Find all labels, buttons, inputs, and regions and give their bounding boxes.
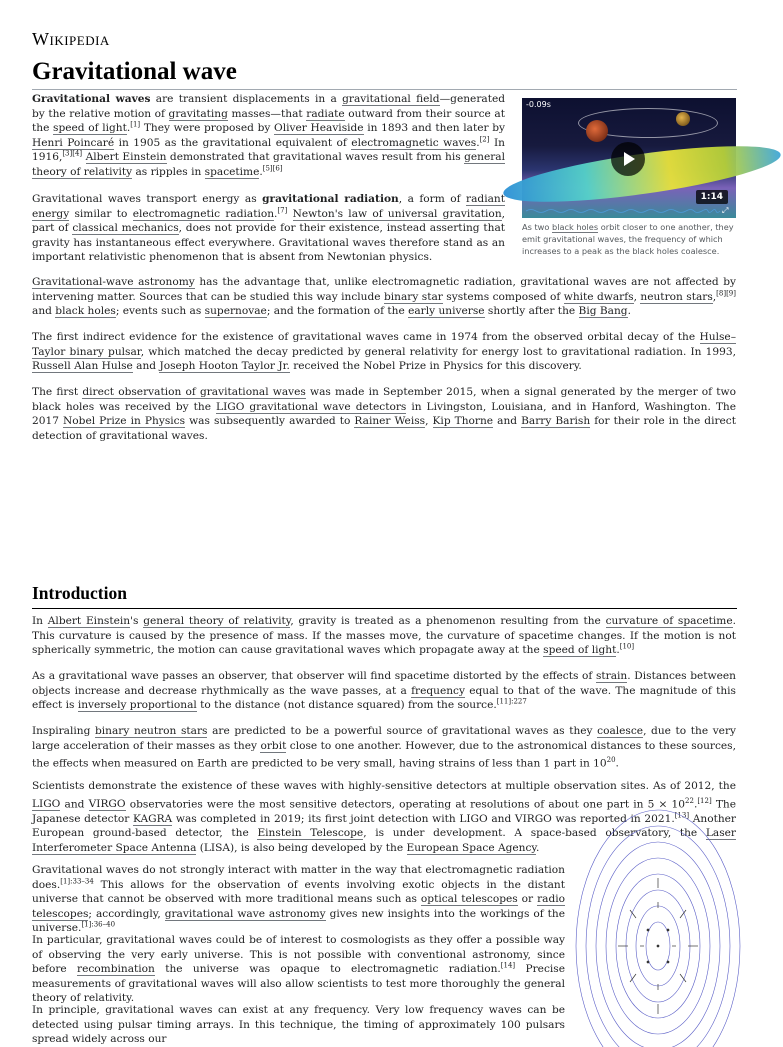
text: , does not provide for their existence, instead asserting that gravity has instantaneous effect everywhere. Gravitational waves therefore stand as an important relativistic phenomenon that is absent from Newtonian physics. (32, 222, 506, 264)
text: In (32, 615, 48, 627)
link-supernovae[interactable]: supernovae (204, 305, 267, 318)
link-newtons-law[interactable]: Newton's law of universal gravitation (292, 207, 502, 220)
link-barry-barish[interactable]: Barry Barish (521, 415, 591, 428)
text: and (493, 415, 522, 428)
text: Inspiraling (32, 725, 95, 737)
link-recombination[interactable]: recombination (77, 963, 155, 976)
link-albert-einstein[interactable]: Albert Einstein (85, 151, 167, 164)
text: equal to that of the wave. The magnitude of this effect is (32, 684, 736, 712)
text: Gravitational waves transport energy as (32, 193, 263, 205)
wordmark-text: Wikipedia (32, 29, 110, 49)
text: Precise measurements of gravitational waves will also allow scientists to test more thoroughly the general theory of relativity. (32, 963, 565, 1005)
link-gravitational-field[interactable]: gravitational field (342, 93, 440, 105)
video-timestamp: -0.09s (526, 100, 551, 109)
intro-paragraph-3 (32, 724, 736, 771)
link-albert-einstein[interactable]: Albert Einstein (47, 615, 131, 627)
link-oliver-heaviside[interactable]: Oliver Heaviside (274, 122, 364, 135)
text: As a gravitational wave passes an observer, that observer will find spacetime distorted by the effects of (32, 670, 596, 682)
link-speed-of-light[interactable]: speed of light (543, 644, 617, 657)
link-nobel-prize-physics[interactable]: Nobel Prize in Physics (63, 415, 186, 428)
link-curvature-of-spacetime[interactable]: curvature of spacetime (605, 615, 733, 627)
text: Gravitational waves do not strongly interact with matter in the way that electromagnetic radiation does. (32, 864, 565, 891)
text: . This curvature is caused by the presence of mass. If the masses move, the curvature of spacetime changes. If the motion is not spherically symmetric, the motion can cause gravitational waves which propagate away at the (32, 615, 736, 657)
link-lisa[interactable]: Laser Interferometer Space Antenna (32, 827, 736, 854)
link-speed-of-light[interactable]: speed of light (53, 122, 127, 135)
link-einstein-telescope[interactable]: Einstein Telescope (257, 827, 364, 840)
section-heading-introduction: Introduction (32, 583, 737, 609)
waveform-icon (526, 206, 726, 216)
intro-paragraph-7 (32, 1003, 565, 1047)
text: as ripples in (132, 165, 205, 178)
text: . (259, 165, 263, 178)
text: observatories were the most sensitive detectors, operating at resolutions of about one part in 5 × 10 (125, 798, 686, 811)
text: shortly after the (484, 305, 579, 318)
text: , due to the very large acceleration of their masses as they (32, 725, 736, 752)
text: was made in September 2015, when a signal generated by the merger of two black holes was received by the (32, 386, 736, 413)
link-henri-poincare[interactable]: Henri Poincaré (32, 136, 115, 149)
citation[interactable]: [12] (697, 796, 712, 805)
black-hole-icon (586, 120, 608, 142)
citation[interactable]: [1]:33–34 (60, 877, 94, 886)
link-ligo[interactable]: LIGO (32, 798, 61, 811)
text: (LISA), is also being developed by the (196, 841, 407, 854)
polarization-figure[interactable] (578, 868, 738, 1024)
link-big-bang[interactable]: Big Bang (578, 305, 628, 318)
text: . (693, 798, 698, 811)
text: , (425, 415, 433, 428)
link-neutron-stars[interactable]: neutron stars (640, 290, 713, 303)
link-esa[interactable]: European Space Agency (406, 841, 537, 854)
text: orbit closer to one another, they emit gravitational waves, the frequency of which increases to a peak as the black holes coalesce. (522, 222, 734, 256)
citation[interactable]: [8][9] (716, 289, 736, 298)
text: in 1893 and then later by (363, 122, 505, 135)
text: systems composed of (442, 290, 564, 303)
intro-paragraph-4 (32, 779, 736, 856)
citation[interactable]: [1]:36–40 (81, 920, 116, 929)
link-gw-astronomy[interactable]: gravitational wave astronomy (164, 907, 326, 920)
video-caption (522, 221, 736, 257)
text: in 1905 as the gravitational equivalent of (114, 136, 352, 149)
link-joseph-taylor[interactable]: Joseph Hooton Taylor Jr. (159, 360, 290, 373)
text: ; accordingly, (88, 907, 165, 920)
text: Scientists demonstrate the existence of these waves with highly-sensitive detectors at multiple observation sites. As of 2012, the (32, 780, 736, 792)
video-duration: 1:14 (696, 190, 728, 204)
link-classical-mechanics[interactable]: classical mechanics (72, 222, 179, 235)
citation[interactable]: [1] (130, 120, 141, 129)
text: . (126, 122, 131, 135)
text: similar to (69, 207, 133, 220)
text: —generated by the relative motion of (32, 93, 506, 120)
link-binary-star[interactable]: binary star (383, 290, 443, 303)
text: ; and the formation of the (266, 305, 409, 318)
citation[interactable]: [13] (674, 811, 690, 820)
citation[interactable]: [7] (277, 206, 288, 215)
link-virgo[interactable]: VIRGO (88, 798, 126, 811)
text: , is under development. A space-based observatory, the (363, 827, 706, 840)
link-ligo-detectors[interactable]: LIGO gravitational wave detectors (216, 400, 407, 413)
link-orbit[interactable]: orbit (260, 739, 287, 752)
wikipedia-wordmark[interactable] (32, 29, 110, 50)
text: are transient displacements in a (150, 93, 343, 105)
text: to the distance (not distance squared) from the source. (196, 699, 497, 712)
citation[interactable]: [14] (500, 961, 516, 970)
text: masses—that (227, 107, 307, 120)
text: in Livingston, Louisiana, and in Hanford, Washington. The 2017 (32, 400, 737, 428)
link-inversely-proportional[interactable]: inversely proportional (77, 699, 197, 712)
intro-paragraph-2 (32, 669, 736, 713)
expand-icon[interactable]: ⤢ (722, 206, 729, 215)
text: and (132, 360, 160, 373)
text: was completed in 2019; its first joint detection with LIGO and VIRGO was reported in 2021. (172, 812, 675, 825)
link-black-holes[interactable]: black holes (55, 305, 116, 318)
text: and (60, 798, 89, 811)
lead-paragraph-1 (32, 92, 505, 180)
text: for their role in the direct detection of gravitational waves. (32, 415, 736, 442)
link-black-holes[interactable]: black holes (552, 222, 599, 232)
text: , gravity is treated as a phenomenon resulting from the (290, 615, 606, 627)
text: , (712, 290, 717, 303)
video-player[interactable] (522, 98, 736, 218)
text: In particular, gravitational waves could be of interest to cosmologists as they offer a possible way of observing the very early universe. This is not possible with conventional astronomy, since before (32, 934, 565, 976)
text: or (517, 893, 538, 906)
text: Another European ground-based detector, the (32, 812, 736, 840)
citation[interactable]: [10] (619, 642, 635, 651)
citation[interactable]: [5][6] (262, 164, 283, 173)
page-title: Gravitational wave (32, 58, 737, 90)
text: ; events such as (115, 305, 205, 318)
link-coalesce[interactable]: coalesce (597, 725, 644, 737)
bold-term: gravitational radiation (262, 193, 399, 205)
text: has the advantage that, unlike electromagnetic radiation, gravitational waves are not affected by intervening matter. Sources that can be studied this way include (32, 276, 737, 303)
link-rainer-weiss[interactable]: Rainer Weiss (354, 415, 426, 428)
link-strain[interactable]: strain (595, 670, 628, 682)
text: demonstrated that gravitational waves result from his (166, 151, 465, 164)
text: , part of (32, 207, 506, 235)
text: . (627, 305, 631, 318)
text: the universe was opaque to electromagnetic radiation. (154, 963, 501, 976)
link-white-dwarfs[interactable]: white dwarfs (563, 290, 634, 303)
text: , a form of (398, 193, 467, 205)
link-radiant-energy[interactable]: radiant energy (32, 193, 505, 220)
exponent: 20 (606, 756, 616, 765)
wave-polarization-diagram (578, 868, 738, 1024)
text: This allows for the observation of events involving exotic objects in the distant universe that cannot be observed with more traditional means such as (32, 878, 565, 906)
link-hulse-taylor-pulsar[interactable]: Hulse–Taylor binary pulsar (32, 331, 736, 358)
citation[interactable]: [3][4] (62, 149, 83, 158)
link-direct-observation[interactable]: direct observation of gravitational waves (82, 386, 306, 398)
link-electromagnetic-waves[interactable]: electromagnetic waves (351, 136, 477, 149)
citation[interactable]: [11]:227 (496, 697, 527, 706)
link-kagra[interactable]: KAGRA (132, 812, 173, 825)
link-radio-telescopes[interactable]: radio telescopes (32, 893, 565, 920)
lead-paragraph-2 (32, 192, 505, 265)
text: The Japanese detector (32, 798, 737, 825)
link-electromagnetic-radiation[interactable]: electromagnetic radiation (132, 207, 275, 220)
bold-term: Gravitational waves (32, 93, 151, 105)
link-frequency[interactable]: frequency (411, 684, 465, 697)
play-icon[interactable] (611, 142, 645, 176)
exponent: 22 (685, 796, 694, 805)
text: received the Nobel Prize in Physics for this discovery. (289, 360, 582, 373)
text: are predicted to be a powerful source of gravitational waves as they (207, 725, 598, 737)
link-optical-telescopes[interactable]: optical telescopes (420, 893, 518, 906)
black-hole-icon (676, 112, 690, 126)
link-early-universe[interactable]: early universe (408, 305, 485, 318)
intro-paragraph-6 (32, 933, 565, 1006)
link-kip-thorne[interactable]: Kip Thorne (432, 415, 494, 428)
link-general-relativity[interactable]: general theory of relativity (143, 615, 291, 627)
text: . Distances between objects increase and decrease rhythmically as the wave passes, at a (32, 670, 736, 697)
text: gives new insights into the workings of the universe. (32, 907, 565, 935)
lead-paragraph-3 (32, 275, 736, 319)
text: , (633, 290, 641, 303)
text: As two (522, 222, 552, 232)
text: The first (32, 386, 83, 398)
text: They were proposed by (140, 122, 275, 135)
text: outward from their source at the (32, 107, 505, 135)
link-spacetime[interactable]: spacetime (204, 165, 260, 178)
text: was subsequently awarded to (185, 415, 355, 428)
text: and (32, 305, 56, 318)
text: close to one another. However, due to the astronomical distances to these sources, the effects when measured on Earth are predicted to be very small, having strains of less than 1 part in 10 (32, 739, 736, 770)
text: . (274, 207, 278, 220)
lead-paragraph-5 (32, 385, 736, 443)
link-russell-hulse[interactable]: Russell Alan Hulse (32, 360, 133, 373)
intro-paragraph-1 (32, 614, 736, 658)
link-gravitating[interactable]: gravitating (168, 107, 228, 120)
text: , which matched the decay predicted by general relativity for energy lost to gravitational radiation. In 1993, (140, 345, 736, 358)
link-radiate[interactable]: radiate (306, 107, 345, 120)
text: . (536, 841, 540, 854)
text: . (476, 136, 480, 149)
link-binary-neutron-stars[interactable]: binary neutron stars (94, 725, 208, 737)
text: In principle, gravitational waves can exist at any frequency. Very low frequency waves can be detected using pulsar timing arrays. In this technique, the timing of approximately 100 pulsars spread widely across our (32, 1004, 565, 1046)
text: In 1916, (32, 136, 505, 164)
link-general-relativity[interactable]: general theory of relativity (32, 151, 505, 178)
citation[interactable]: [2] (479, 135, 490, 144)
link-gw-astronomy[interactable]: Gravitational-wave astronomy (32, 276, 195, 288)
text: . (616, 644, 620, 657)
lead-paragraph-4 (32, 330, 736, 374)
text: The first indirect evidence for the existence of gravitational waves came in 1974 from the observed orbital decay of the (32, 331, 700, 343)
intro-paragraph-5 (32, 863, 565, 936)
text: . (615, 757, 619, 770)
text: 's (130, 615, 144, 627)
